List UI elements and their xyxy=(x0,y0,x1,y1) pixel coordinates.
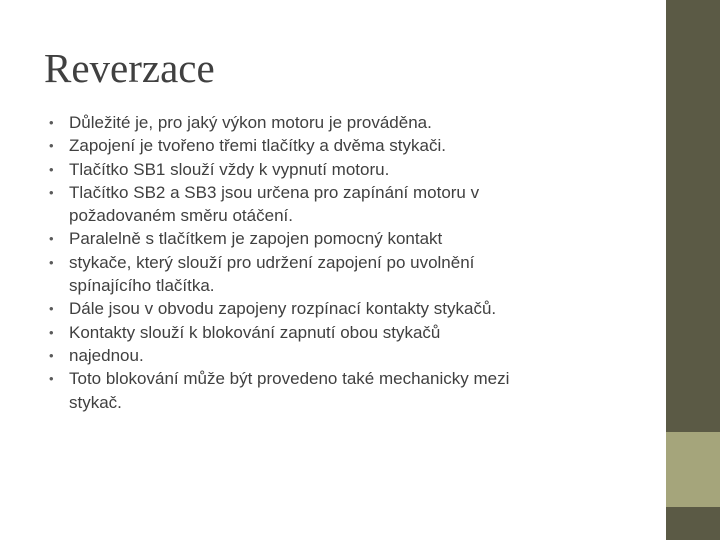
bullet-dot-icon: • xyxy=(49,161,54,177)
bullet-item xyxy=(49,227,609,250)
bullet-item xyxy=(49,181,609,228)
bullet-text-line: Tlačítko SB1 slouží vždy k vypnutí motoru. xyxy=(69,159,390,179)
bullet-item xyxy=(49,134,609,157)
bullet-dot-icon: • xyxy=(49,371,54,387)
side-bar-dark-bottom xyxy=(666,507,720,540)
bullet-text-line: Toto blokování může být provedeno také mechanicky mezi xyxy=(69,369,510,389)
bullet-dot-icon: • xyxy=(49,254,54,270)
bullet-item xyxy=(49,297,609,320)
bullet-text-line: Zapojení je tvořeno třemi tlačítky a dvěma stykači. xyxy=(69,136,446,156)
slide-title: Reverzace xyxy=(44,45,215,91)
bullet-text-line: požadovaném směru otáčení. xyxy=(69,206,293,226)
side-bar-accent xyxy=(666,432,720,507)
bullet-text-line: Tlačítko SB2 a SB3 jsou určena pro zapínání motoru v xyxy=(69,182,480,202)
bullet-list xyxy=(49,111,609,414)
bullet-text-line: stykač. xyxy=(69,392,122,412)
bullet-dot-icon: • xyxy=(49,115,54,130)
bullet-item xyxy=(49,367,609,414)
bullet-text-line: Kontakty slouží k blokování zapnutí obou stykačů xyxy=(69,322,441,342)
side-bar-dark-top xyxy=(666,0,720,432)
bullet-dot-icon: • xyxy=(49,138,54,154)
bullet-dot-icon: • xyxy=(49,231,54,247)
bullet-text-line: stykače, který slouží pro udržení zapojení po uvolnění xyxy=(69,252,475,272)
bullet-item xyxy=(49,158,609,181)
bullet-dot-icon: • xyxy=(49,347,54,363)
bullet-text-line: najednou. xyxy=(69,345,144,365)
bullet-text-line: spínajícího tlačítka. xyxy=(69,276,215,296)
decorative-side-bar xyxy=(666,0,720,540)
bullet-item xyxy=(49,111,609,134)
bullet-item xyxy=(49,251,609,298)
bullet-dot-icon: • xyxy=(49,301,54,317)
bullet-text-line: Důležité je, pro jaký výkon motoru je prováděna. xyxy=(69,113,432,132)
bullet-dot-icon: • xyxy=(49,324,54,340)
bullet-item xyxy=(49,344,609,367)
bullet-dot-icon: • xyxy=(49,184,54,200)
bullet-text-line: Dále jsou v obvodu zapojeny rozpínací kontakty stykačů. xyxy=(69,299,497,319)
bullet-text-line: Paralelně s tlačítkem je zapojen pomocný kontakt xyxy=(69,229,443,249)
bullet-item xyxy=(49,321,609,344)
